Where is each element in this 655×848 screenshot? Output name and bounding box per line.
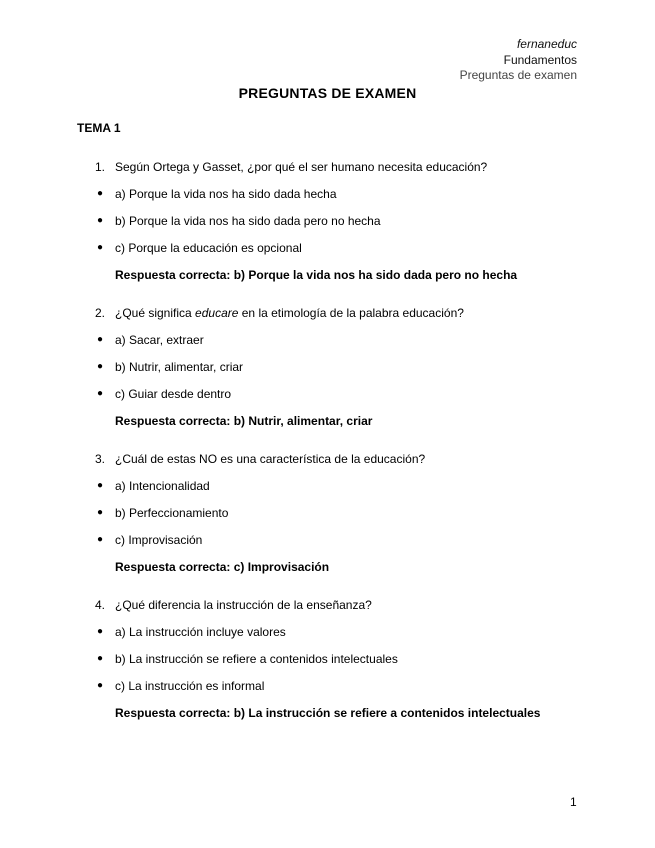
question-text-italic: educare xyxy=(195,306,239,320)
option-item: a) Intencionalidad xyxy=(115,479,210,493)
correct-answer: Respuesta correcta: b) La instrucción se refiere a contenidos intelectuales xyxy=(115,706,541,720)
question-number: 1. xyxy=(95,160,106,174)
header-author: fernaneduc xyxy=(516,37,577,51)
question-text xyxy=(115,306,464,320)
bullet-icon: ● xyxy=(97,507,104,518)
header-subtitle: Preguntas de examen xyxy=(459,68,577,82)
option-item: a) Porque la vida nos ha sido dada hecha xyxy=(115,187,337,201)
bullet-icon: ● xyxy=(97,480,104,491)
option-item: a) La instrucción incluye valores xyxy=(115,625,286,639)
page-header xyxy=(460,37,577,84)
option-item: b) La instrucción se refiere a contenidos intelectuales xyxy=(115,652,398,666)
bullet-icon: ● xyxy=(97,626,104,637)
bullet-icon: ● xyxy=(97,388,104,399)
section-heading: TEMA 1 xyxy=(77,121,121,135)
option-item: a) Sacar, extraer xyxy=(115,333,204,347)
bullet-icon: ● xyxy=(97,215,104,226)
option-item: c) Guiar desde dentro xyxy=(115,387,232,401)
bullet-icon: ● xyxy=(97,680,104,691)
correct-answer: Respuesta correcta: b) Nutrir, alimentar, criar xyxy=(115,414,373,428)
bullet-icon: ● xyxy=(97,334,104,345)
bullet-icon: ● xyxy=(97,188,104,199)
question-text: ¿Qué diferencia la instrucción de la enseñanza? xyxy=(115,598,372,612)
option-item: c) Porque la educación es opcional xyxy=(115,241,302,255)
option-item: b) Nutrir, alimentar, criar xyxy=(115,360,244,374)
option-item: b) Porque la vida nos ha sido dada pero no hecha xyxy=(115,214,381,228)
question-text: ¿Cuál de estas NO es una característica de la educación? xyxy=(115,452,426,466)
option-item: c) La instrucción es informal xyxy=(115,679,265,693)
bullet-icon: ● xyxy=(97,361,104,372)
question-text-part: en la etimología de la palabra educación? xyxy=(238,306,464,320)
option-item: c) Improvisación xyxy=(115,533,203,547)
option-item: b) Perfeccionamiento xyxy=(115,506,229,520)
bullet-icon: ● xyxy=(97,534,104,545)
page-title: PREGUNTAS DE EXAMEN xyxy=(238,85,417,101)
question-text-part: ¿Qué significa xyxy=(115,306,196,320)
correct-answer: Respuesta correcta: b) Porque la vida nos ha sido dada pero no hecha xyxy=(115,268,518,282)
question-number: 2. xyxy=(95,306,106,320)
page-number: 1 xyxy=(570,795,577,809)
question-number: 3. xyxy=(95,452,106,466)
question-number: 4. xyxy=(95,598,106,612)
correct-answer: Respuesta correcta: c) Improvisación xyxy=(115,560,330,574)
bullet-icon: ● xyxy=(97,242,104,253)
bullet-icon: ● xyxy=(97,653,104,664)
question-text: Según Ortega y Gasset, ¿por qué el ser humano necesita educación? xyxy=(115,160,488,174)
header-course: Fundamentos xyxy=(503,52,577,67)
